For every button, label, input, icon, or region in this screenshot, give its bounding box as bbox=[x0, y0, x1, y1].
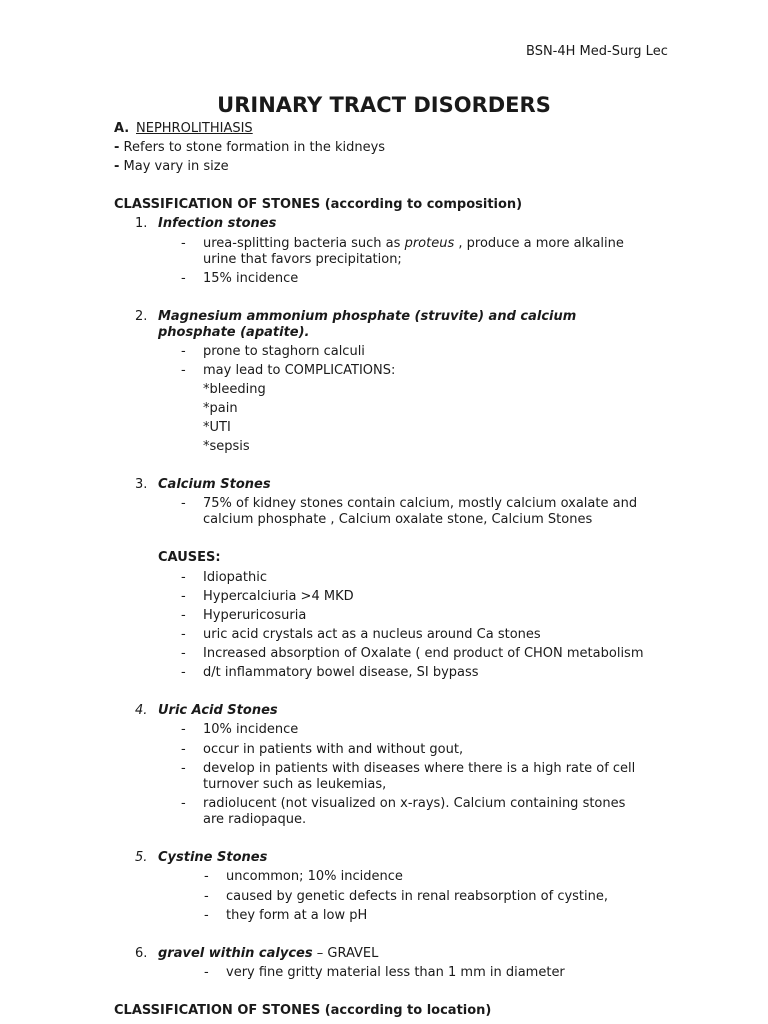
bullet-text: uncommon; 10% incidence bbox=[226, 869, 403, 884]
bullet-dash: - bbox=[204, 908, 209, 923]
section-letter: A. bbox=[114, 121, 130, 136]
cause-item: Hypercalciuria >4 MKD bbox=[203, 589, 354, 604]
bullet-text: urea-splitting bacteria such as proteus , produce a more alkaline bbox=[203, 236, 624, 251]
bullet-dash: - bbox=[181, 271, 186, 286]
stone-type-heading: Infection stones bbox=[158, 216, 277, 231]
list-number: 4. bbox=[135, 703, 148, 718]
bullet-dash: - bbox=[181, 363, 186, 378]
section-heading: NEPHROLITHIASIS bbox=[136, 121, 253, 136]
section-point: - Refers to stone formation in the kidneys bbox=[114, 140, 386, 155]
bullet-dash: - bbox=[181, 646, 186, 661]
list-number: 3. bbox=[135, 477, 148, 492]
list-number: 5. bbox=[135, 850, 148, 865]
bullet-text: 75% of kidney stones contain calcium, mostly calcium oxalate and bbox=[203, 496, 638, 511]
complication-item: *bleeding bbox=[203, 382, 266, 397]
bullet-text: are radiopaque. bbox=[203, 812, 307, 827]
bullet-text: very fine gritty material less than 1 mm in diameter bbox=[226, 965, 565, 980]
stone-type-heading: gravel within calyces – GRAVEL bbox=[158, 946, 379, 961]
bullet-dash: - bbox=[181, 665, 186, 680]
cause-item: uric acid crystals act as a nucleus around Ca stones bbox=[203, 627, 541, 642]
bullet-dash: - bbox=[181, 722, 186, 737]
bullet-dash: - bbox=[204, 889, 209, 904]
complication-item: *pain bbox=[203, 401, 238, 416]
bullet-dash: - bbox=[181, 742, 186, 757]
bullet-dash: - bbox=[181, 796, 186, 811]
bullet-text: caused by genetic defects in renal reabsorption of cystine, bbox=[226, 889, 609, 904]
classification-heading: CLASSIFICATION OF STONES (according to location) bbox=[114, 1003, 492, 1018]
bullet-text: urine that favors precipitation; bbox=[203, 252, 402, 267]
bullet-text: occur in patients with and without gout, bbox=[203, 742, 464, 757]
classification-heading: CLASSIFICATION OF STONES (according to composition) bbox=[114, 197, 523, 212]
list-number: 2. bbox=[135, 309, 148, 324]
stone-type-heading: phosphate (apatite). bbox=[158, 325, 310, 340]
stone-type-heading: Uric Acid Stones bbox=[158, 703, 278, 718]
bullet-text: turnover such as leukemias, bbox=[203, 777, 387, 792]
bullet-text: develop in patients with diseases where there is a high rate of cell bbox=[203, 761, 636, 776]
bullet-dash: - bbox=[204, 965, 209, 980]
section-point: - May vary in size bbox=[114, 159, 229, 174]
stone-type-heading: Cystine Stones bbox=[158, 850, 268, 865]
bullet-text: prone to staghorn calculi bbox=[203, 344, 365, 359]
list-number: 1. bbox=[135, 216, 148, 231]
page-header: BSN-4H Med-Surg Lec bbox=[526, 44, 668, 59]
cause-item: Increased absorption of Oxalate ( end product of CHON metabolism bbox=[203, 646, 644, 661]
bullet-text: calcium phosphate , Calcium oxalate stone, Calcium Stones bbox=[203, 512, 593, 527]
cause-item: Hyperuricosuria bbox=[203, 608, 307, 623]
bullet-dash: - bbox=[181, 344, 186, 359]
stone-type-heading: Calcium Stones bbox=[158, 477, 271, 492]
bullet-dash: - bbox=[181, 236, 186, 251]
bullet-dash: - bbox=[181, 627, 186, 642]
stone-type-heading: Magnesium ammonium phosphate (struvite) and calcium bbox=[158, 309, 577, 324]
bullet-text: radiolucent (not visualized on x-rays). Calcium containing stones bbox=[203, 796, 626, 811]
bullet-dash: - bbox=[181, 589, 186, 604]
cause-item: Idiopathic bbox=[203, 570, 267, 585]
cause-item: d/t inflammatory bowel disease, SI bypass bbox=[203, 665, 479, 680]
bullet-text: 15% incidence bbox=[203, 271, 299, 286]
complication-item: *UTI bbox=[203, 420, 231, 435]
list-number: 6. bbox=[135, 946, 148, 961]
bullet-dash: - bbox=[181, 608, 186, 623]
bullet-dash: - bbox=[181, 496, 186, 511]
bullet-dash: - bbox=[204, 869, 209, 884]
bullet-dash: - bbox=[181, 570, 186, 585]
causes-heading: CAUSES: bbox=[158, 550, 221, 565]
bullet-dash: - bbox=[181, 761, 186, 776]
page-title: URINARY TRACT DISORDERS bbox=[217, 93, 551, 117]
complication-item: *sepsis bbox=[203, 439, 250, 454]
bullet-text: may lead to COMPLICATIONS: bbox=[203, 363, 396, 378]
bullet-text: they form at a low pH bbox=[226, 908, 368, 923]
bullet-text: 10% incidence bbox=[203, 722, 299, 737]
